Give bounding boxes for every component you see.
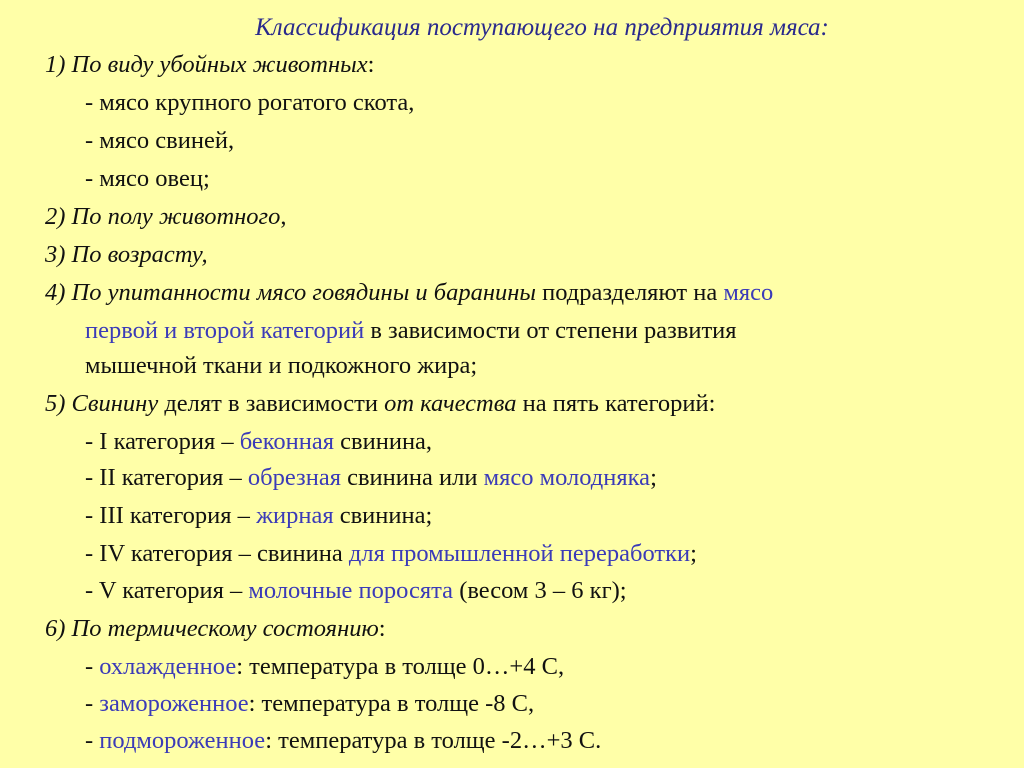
section-4-cont: первой и второй категорий в зависимости от степени развития — [85, 317, 737, 344]
section-5: 5) Свинину делят в зависимости от качества на пять категорий: — [45, 390, 716, 417]
list-item: - мясо овец; — [85, 165, 210, 192]
section-1: 1) По виду убойных животных: — [45, 51, 375, 78]
section-3: 3) По возрасту, — [45, 241, 208, 268]
thermal-1: - охлажденное: температура в толще 0…+4 С, — [85, 653, 565, 680]
section-2: 2) По полу животного, — [45, 203, 287, 230]
section-4: 4) По упитанности мясо говядины и баранины подразделяют на мясо — [45, 279, 774, 306]
list-item: - мясо свиней, — [85, 127, 235, 154]
category-5: - V категория – молочные поросята (весом 3 – 6 кг); — [85, 577, 627, 604]
category-4: - IV категория – свинина для промышленной переработки; — [85, 540, 697, 567]
category-1: - I категория – беконная свинина, — [85, 428, 433, 455]
section-4-cont2: мышечной ткани и подкожного жира; — [85, 352, 478, 379]
thermal-3: - подмороженное: температура в толще -2…+3 С. — [85, 727, 602, 754]
thermal-2: - замороженное: температура в толще -8 С, — [85, 690, 535, 717]
slide-title: Классификация поступающего на предприятия мяса: — [255, 14, 829, 41]
category-2: - II категория – обрезная свинина или мясо молодняка; — [85, 464, 657, 491]
list-item: - мясо крупного рогатого скота, — [85, 89, 415, 116]
section-6: 6) По термическому состоянию: — [45, 615, 386, 642]
category-3: - III категория – жирная свинина; — [85, 502, 433, 529]
